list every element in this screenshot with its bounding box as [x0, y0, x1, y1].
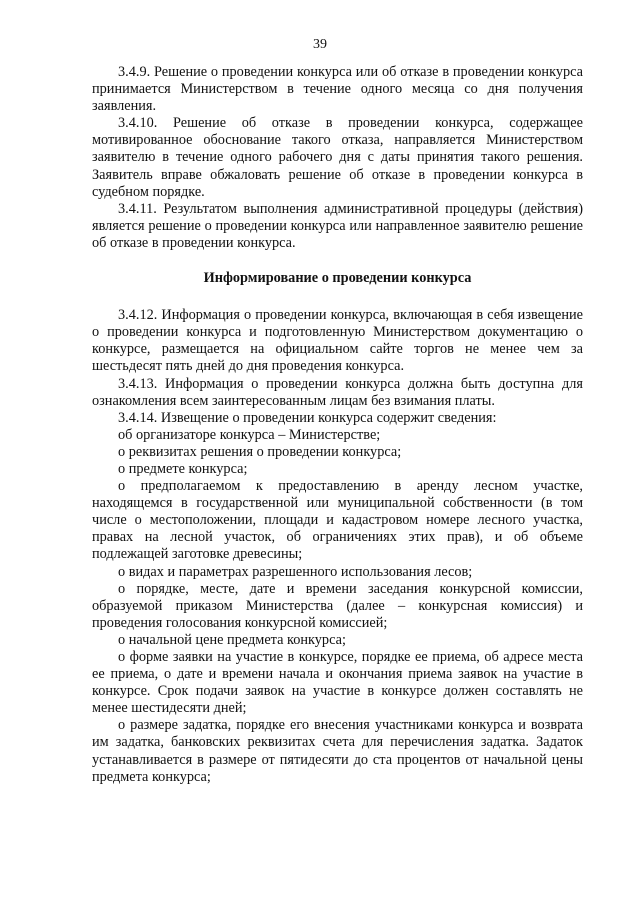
paragraph-3-4-10: 3.4.10. Решение об отказе в проведении конкурса, содержащее мотивированное обоснование такого отказа, направляется Министерством заявителю в течение одного рабочего дня с даты принятия такого решения. Заявитель вправе обжаловать решение об отказе в проведении конкурса в судебном порядке. [92, 115, 583, 200]
paragraph-3-4-14: 3.4.14. Извещение о проведении конкурса содержит сведения: [118, 409, 497, 426]
list-item-subject: о предмете конкурса; [118, 460, 248, 477]
list-item-forest-use: о видах и параметрах разрешенного использования лесов; [118, 563, 473, 580]
paragraph-3-4-12: 3.4.12. Информация о проведении конкурса, включающая в себя извещение о проведении конкурса и подготовленную Министерством документацию о конкурсе, размещается на официальном сайте торгов не менее чем за шестьдесят пять дней до дня проведения конкурса. [92, 307, 583, 375]
document-body [92, 64, 583, 786]
list-item-initial-price: о начальной цене предмета конкурса; [118, 631, 346, 648]
list-item-deposit: о размере задатка, порядке его внесения участниками конкурса и возврата им задатка, банковских реквизитах счета для перечисления задатка. Задаток устанавливается в размере от пятидесяти до ста процентов от начальной цены предмета конкурса; [92, 717, 583, 785]
page-number: 39 [313, 37, 327, 52]
section-heading: Информирование о проведении конкурса [203, 270, 472, 287]
list-item-organizer: об организаторе конкурса – Министерстве; [118, 426, 381, 443]
list-item-forest-plot: о предполагаемом к предоставлению в аренду лесном участке, находящемся в государственной или муниципальной собственности (в том числе о местоположении, площади и кадастровом номере лесного участка, правах на лесной участок, об ограничениях этих прав), и об объеме подлежащей заготовке древесины; [92, 478, 583, 563]
list-item-commission: о порядке, месте, дате и времени заседания конкурсной комиссии, образуемой приказом Министерства (далее – конкурсная комиссия) и проведения голосования конкурсной комиссией; [92, 580, 583, 631]
list-item-decision-details: о реквизитах решения о проведении конкурса; [118, 443, 402, 460]
paragraph-3-4-9: 3.4.9. Решение о проведении конкурса или об отказе в проведении конкурса принимается Министерством в течение одного месяца со дня получения заявления. [92, 64, 583, 115]
paragraph-3-4-13: 3.4.13. Информация о проведении конкурса должна быть доступна для ознакомления всем заинтересованным лицам без взимания платы. [92, 375, 583, 409]
paragraph-3-4-11: 3.4.11. Результатом выполнения административной процедуры (действия) является решение о проведении конкурса или направленное заявителю решение об отказе в проведении конкурса. [92, 200, 583, 251]
list-item-application-form: о форме заявки на участие в конкурсе, порядке ее приема, об адресе места ее приема, о дате и времени начала и окончания приема заявок на участие в конкурсе. Срок подачи заявок на участие в конкурсе должен составлять не менее шестидесяти дней; [92, 649, 583, 717]
